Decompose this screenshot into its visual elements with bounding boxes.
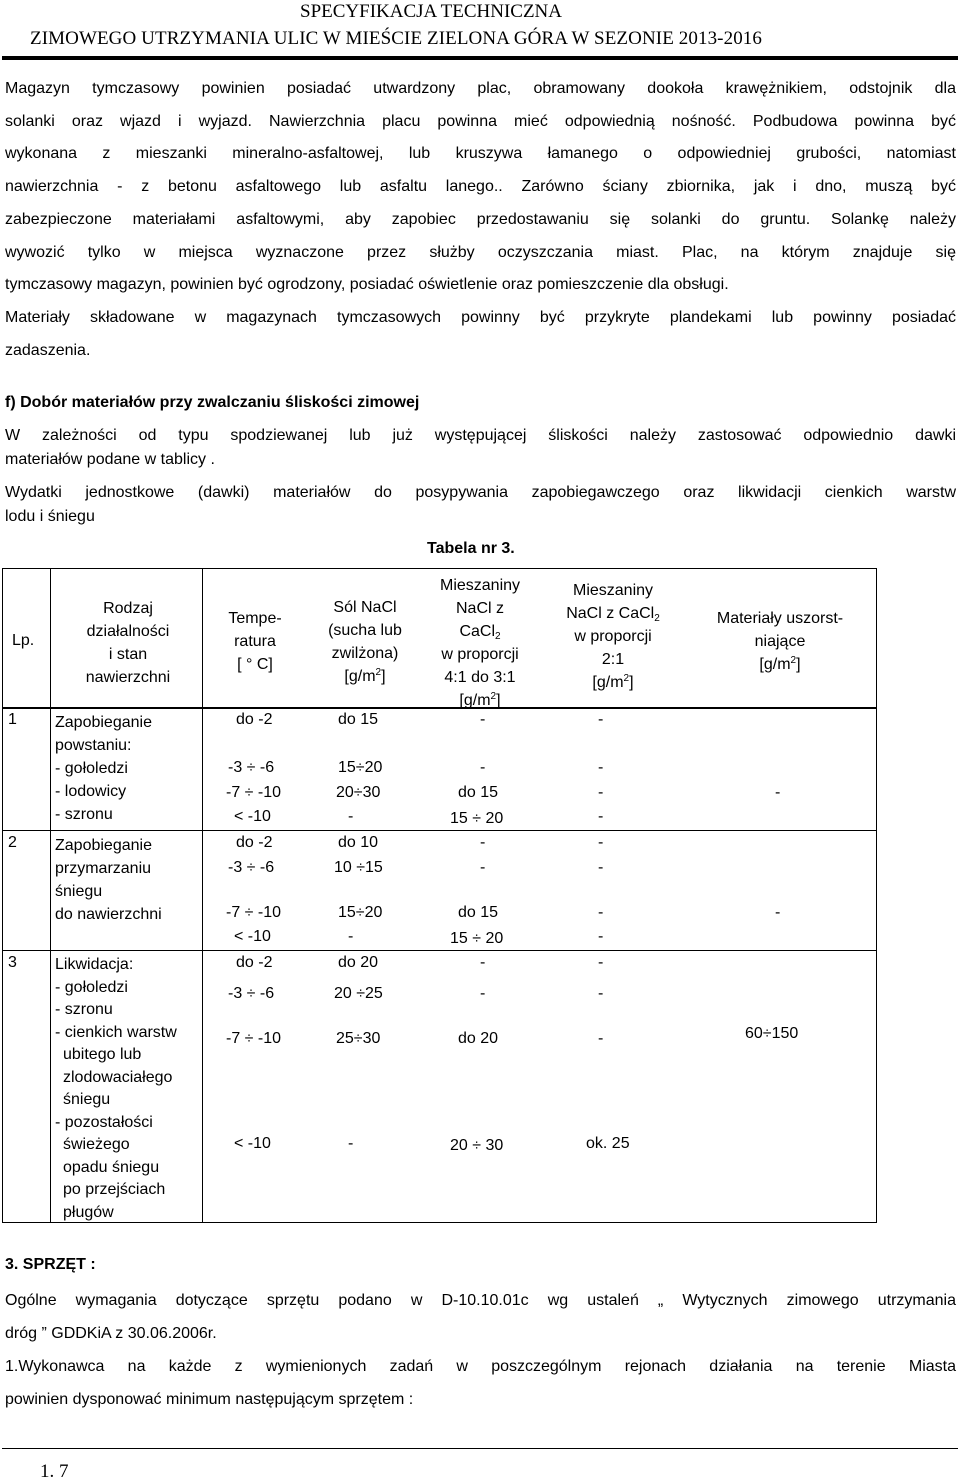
text-line: solanki oraz wjazd i wyjazd. Nawierzchnia placu powinna mieć odpowiednią nośność. Podbudowa powinna być [5,112,956,130]
cell-temp: < -10 [234,928,271,945]
header-materials: Materiały uszorst- niające $[g/m^2]$ [716,610,844,673]
cell-sol: 10 ÷15 [334,859,383,876]
table-top-border [2,568,876,569]
cell-temp: -3 ÷ -6 [228,859,275,876]
cell-mix41: 20 ÷ 30 [450,1137,504,1154]
cell-temp: < -10 [234,1135,271,1152]
cell-mix41: 15 ÷ 20 [450,810,504,827]
cell-mix21: - [598,784,604,801]
cell-sol: 15÷20 [338,759,383,776]
cell-materials: - [775,784,781,801]
cell-mix21: - [598,954,604,971]
row-number: 2 [8,834,17,851]
col-border [50,568,51,1223]
col-border [2,568,3,1223]
cell-temp: -7 ÷ -10 [226,784,282,801]
cell-mix21: - [598,859,604,876]
cell-sol: 15÷20 [338,904,383,921]
paragraph-storage [5,73,956,367]
cell-sol: - [348,1135,354,1152]
cell-mix41: - [480,985,486,1002]
cell-temp: do -2 [236,711,273,728]
row-divider [2,830,876,831]
section-3-title: 3. SPRZĘT : [5,1256,96,1273]
text-line: zadaszenia. [5,341,91,359]
para-3a-line1: Ogólne wymagania dotyczące sprzętu podano w D-10.10.01c wg ustaleń „ Wytycznych zimowego utrzymania [5,1292,956,1309]
activity-prevent-formation: Zapobieganie powstaniu: - gołoledzi - lodowicy - szronu [55,714,152,823]
text-line: nawierzchnia - z betonu asfaltowego lub asfaltu lanego.. Zarówno ściany zbiornika, jak i dno, muszą być [5,178,956,196]
text-line: Magazyn tymczasowy powinien posiadać utwardzony plac, obramowany dookoła krawężnikiem, odstojnik dla [5,80,956,97]
cell-mix21: - [598,1030,604,1047]
cell-sol: 25÷30 [336,1030,381,1047]
cell-sol: - [348,808,354,825]
section-f-title: f) Dobór materiałów przy zwalczaniu śliskości zimowej [5,394,420,411]
page-number: 1. 7 [40,1461,69,1482]
text-line: wywozić tylko w miejsca wyznaczone przez służby oczyszczania miast. Plac, na którym znajduje się [5,243,956,261]
table-caption: Tabela nr 3. [427,540,515,557]
cell-sol: 20÷30 [336,784,381,801]
para-3b-line1: 1.Wykonawca na każde z wymienionych zadań w poszczególnym rejonach działania na terenie Miasta [5,1358,956,1375]
header-rule [2,56,958,60]
col-border [876,568,877,1223]
para-3b-line2: powinien dysponować minimum następującym sprzętem : [5,1391,414,1408]
cell-mix41: do 15 [458,784,499,801]
cell-mix41: - [480,859,486,876]
cell-mix41: do 20 [458,1030,499,1047]
cell-temp: -7 ÷ -10 [226,1030,282,1047]
cell-sol: do 10 [338,834,379,851]
page-header [0,0,960,64]
cell-mix21: - [598,904,604,921]
cell-mix21: - [598,711,604,728]
cell-mix21: ok. 25 [586,1135,630,1152]
text-line: zabezpieczone materiałami asfaltowymi, aby zapobiec przedostawaniu się solanki do gruntu. Solankę należy [5,210,956,228]
cell-mix21: - [598,834,604,851]
header-rodzaj: Rodzaj działalności i stan nawierzchni [85,600,171,686]
cell-sol: 20 ÷25 [334,985,383,1002]
row-number: 3 [8,954,17,971]
cell-mix41: - [480,759,486,776]
cell-materials: - [775,904,781,921]
row-divider [2,950,876,951]
cell-mix21: - [598,808,604,825]
header-line-2: ZIMOWEGO UTRZYMANIA ULIC W MIEŚCIE ZIELONA GÓRA W SEZONIE 2013-2016 [30,28,762,49]
para-f2-line2: lodu i śniegu [5,508,95,525]
cell-mix41: - [480,954,486,971]
text-line: wykonana z mieszanki mineralno-asfaltowej, lub kruszywa łamanego o odpowiedniej grubości, natomiast [5,145,956,163]
text-line: Materiały składowane w magazynach tymczasowych powinny być przykryte plandekami lub powinny posiadać [5,308,956,326]
activity-removal: Likwidacja: - gołoledzi - szronu - cienkich warstw ubitego lub zlodowaciałego śniegu - pozostałości świeżego opadu śniegu po przejściach pługów [55,956,177,1221]
cell-mix41: - [480,711,486,728]
header-mix-2-1: Mieszaniny NaCl z CaCl$_2$ w proporcji 2:1 $[g/m^2]$ [566,582,660,691]
header-line-1: SPECYFIKACJA TECHNICZNA [300,1,562,22]
cell-temp: -3 ÷ -6 [228,985,275,1002]
cell-sol: do 15 [338,711,379,728]
cell-mix21: - [598,759,604,776]
cell-temp: < -10 [234,808,271,825]
header-mix-4-1: Mieszaniny NaCl z CaCl$_2$ w proporcji 4:1 do 3:1 $[g/m^2]$ [439,577,521,709]
cell-temp: do -2 [236,834,273,851]
header-temperature: Tempe- ratura [ ° C] [228,610,282,673]
text-line: tymczasowy magazyn, powinien być ogrodzony, posiadać oświetlenie oraz pomieszczenie dla obsługi. [5,276,729,294]
cell-temp: -7 ÷ -10 [226,904,282,921]
para-f1-line1: W zależności od typu spodziewanej lub już występującej śliskości należy zastosować odpowiednio dawki [5,427,956,444]
cell-temp: -3 ÷ -6 [228,759,275,776]
row-number: 1 [8,711,17,728]
activity-prevent-freezing: Zapobieganie przymarzaniu śniegu do nawierzchni [55,837,162,923]
cell-mix41: do 15 [458,904,499,921]
para-3a-line2: dróg ” GDDKiA z 30.06.2006r. [5,1325,217,1342]
cell-mix41: 15 ÷ 20 [450,930,504,947]
cell-sol: - [348,928,354,945]
cell-materials: 60÷150 [745,1025,799,1042]
cell-mix41: - [480,834,486,851]
cell-mix21: - [598,928,604,945]
col-border [202,568,203,1223]
header-sol-nacl: Sól NaCl (sucha lub zwilżona) $[g/m^2]$ [328,599,402,685]
footer-rule [2,1448,958,1449]
cell-sol: do 20 [338,954,379,971]
para-f2-line1: Wydatki jednostkowe (dawki) materiałów do posypywania zapobiegawczego oraz likwidacji cienkich warstw [5,484,956,501]
para-f1-line2: materiałów podane w tablicy . [5,451,215,468]
cell-temp: do -2 [236,954,273,971]
cell-mix21: - [598,985,604,1002]
header-lp: Lp. [12,632,35,649]
